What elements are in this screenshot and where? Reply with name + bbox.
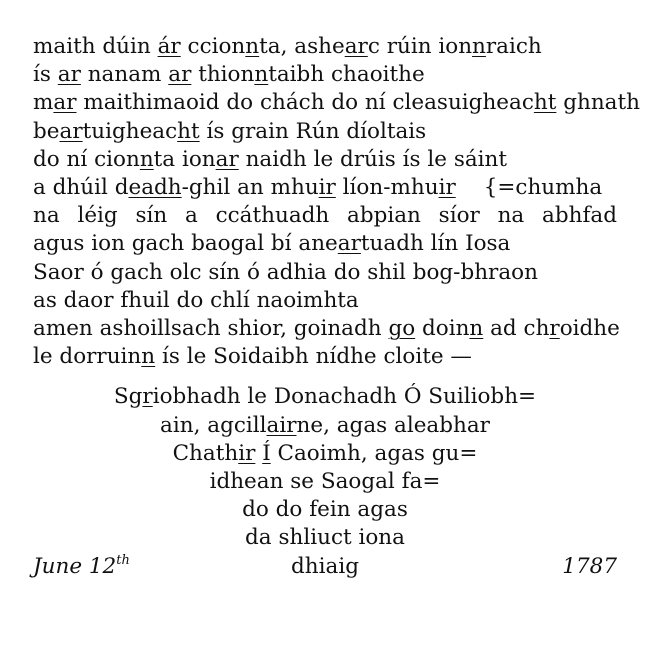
text-segment: ís le Soidaibh nídhe cloite — <box>155 344 472 370</box>
text-segment: do do fein agas <box>242 497 408 523</box>
colophon-line <box>33 524 617 552</box>
underlined-text: r <box>549 316 560 342</box>
text-segment: amen ashoillsach shior, goinadh <box>33 316 389 342</box>
colophon-line <box>33 496 617 524</box>
text-segment: tuadh lín Iosa <box>360 231 511 257</box>
colophon-line <box>33 412 617 440</box>
text-segment: da shliuct iona <box>245 525 405 551</box>
underlined-text: n <box>254 62 269 88</box>
year-text: 1787 <box>562 553 617 579</box>
underlined-text: ar <box>337 231 361 257</box>
text-segment: iobhadh le Donachadh Ó Suiliobh= <box>152 384 537 410</box>
verse-line <box>33 174 617 202</box>
verse-line <box>33 89 640 117</box>
text-segment: ís grain Rún díoltais <box>199 118 427 144</box>
word: sín <box>135 203 168 229</box>
verse-line <box>33 61 617 89</box>
underlined-text: ir <box>238 440 256 466</box>
text-segment: m <box>33 90 54 116</box>
verse-line <box>33 33 617 61</box>
verse-line <box>33 315 620 343</box>
text-segment: Saor ó gach olc sín ó adhia do shil bog-bhraon <box>33 259 538 285</box>
underlined-text: ar <box>344 34 368 59</box>
footer-row <box>33 553 617 581</box>
underlined-text: air <box>266 412 297 438</box>
text-segment: doin <box>415 316 470 342</box>
text-segment: ne, agas aleabhar <box>296 412 490 438</box>
underlined-text: ht <box>177 118 200 144</box>
text-segment: as daor fhuil do chlí naoimhta <box>33 287 359 313</box>
verse-line <box>33 230 617 258</box>
text-segment: thion <box>191 62 255 88</box>
underlined-text: ar <box>168 62 192 88</box>
word: a <box>184 203 198 229</box>
verse-line <box>33 202 617 230</box>
underlined-text: ar <box>53 90 77 116</box>
verse-line <box>33 343 617 371</box>
word: abpian <box>347 203 421 229</box>
manuscript-page <box>33 33 640 581</box>
text-segment: Caoimh, agas gu= <box>270 440 478 466</box>
text-segment: agus ion gach baogal bí ane <box>33 231 338 257</box>
word: na <box>497 203 525 229</box>
underlined-text: ar <box>57 62 81 88</box>
underlined-text: n <box>141 344 156 370</box>
text-segment: Sg <box>113 384 143 410</box>
text-segment: Chath <box>172 440 239 466</box>
underlined-text: ár <box>157 34 181 59</box>
text-segment: ad ch <box>483 316 550 342</box>
underlined-text: ht <box>533 90 557 116</box>
underlined-text: ir <box>318 175 336 201</box>
word: léig <box>77 203 118 229</box>
verse-line <box>33 287 617 315</box>
underlined-text: n <box>139 146 154 172</box>
underlined-text: ar <box>59 118 83 144</box>
verse-line <box>33 118 617 146</box>
verse-line <box>33 259 617 287</box>
text-segment: le dorruin <box>33 344 142 370</box>
text-segment: ghnath <box>556 90 640 116</box>
word: na <box>33 203 60 229</box>
word: ccáthuadh <box>215 203 330 229</box>
text-segment: be <box>33 118 60 144</box>
underlined-text: go <box>388 316 416 342</box>
text-segment: líon-mhu <box>335 175 439 201</box>
underlined-text: n <box>469 316 484 342</box>
text-segment: {=chumha <box>483 175 603 201</box>
text-segment: ta ion <box>153 146 216 172</box>
text-segment: naidh le drúis ís le sáint <box>238 146 508 172</box>
word: abhfad <box>542 203 617 229</box>
verse-block <box>33 33 640 371</box>
text-segment: do ní cion <box>33 146 140 172</box>
colophon-line <box>33 440 617 468</box>
underlined-text: ar <box>215 146 239 172</box>
colophon-block <box>33 383 617 552</box>
colophon-line <box>33 468 617 496</box>
underlined-text: n <box>472 34 486 59</box>
text-segment: idhean se Saogal fa= <box>209 469 441 495</box>
verse-line <box>33 146 617 174</box>
text-segment: a dhúil d <box>33 175 129 201</box>
text-segment: ccion <box>180 34 246 59</box>
word: síor <box>438 203 480 229</box>
underlined-text: r <box>142 384 153 410</box>
text-segment: maith dúin <box>33 34 158 59</box>
text-segment: ain, agcill <box>160 412 267 438</box>
text-segment: c rúin ion <box>367 34 473 59</box>
underlined-text: Í <box>262 440 271 466</box>
text-segment: taibh chaoithe <box>268 62 425 88</box>
text-segment: raich <box>485 34 542 59</box>
footer-center-word: dhiaig <box>291 553 359 579</box>
underlined-text: n <box>245 34 260 59</box>
text-segment: maithimaoid do chách do ní cleasuigheac <box>76 90 534 116</box>
underlined-text: eadh <box>128 175 182 201</box>
text-segment: nanam <box>80 62 169 88</box>
text-segment: tuigheac <box>82 118 178 144</box>
colophon-line <box>33 383 617 411</box>
text-segment: oidhe <box>559 316 620 342</box>
text-segment: ís <box>33 62 58 88</box>
date-text: June 12th <box>33 552 130 579</box>
underlined-text: ir <box>438 175 456 201</box>
text-segment: ta, ashe <box>259 34 345 59</box>
date-superscript: th <box>116 552 130 568</box>
text-segment: -ghil an mhu <box>181 175 319 201</box>
